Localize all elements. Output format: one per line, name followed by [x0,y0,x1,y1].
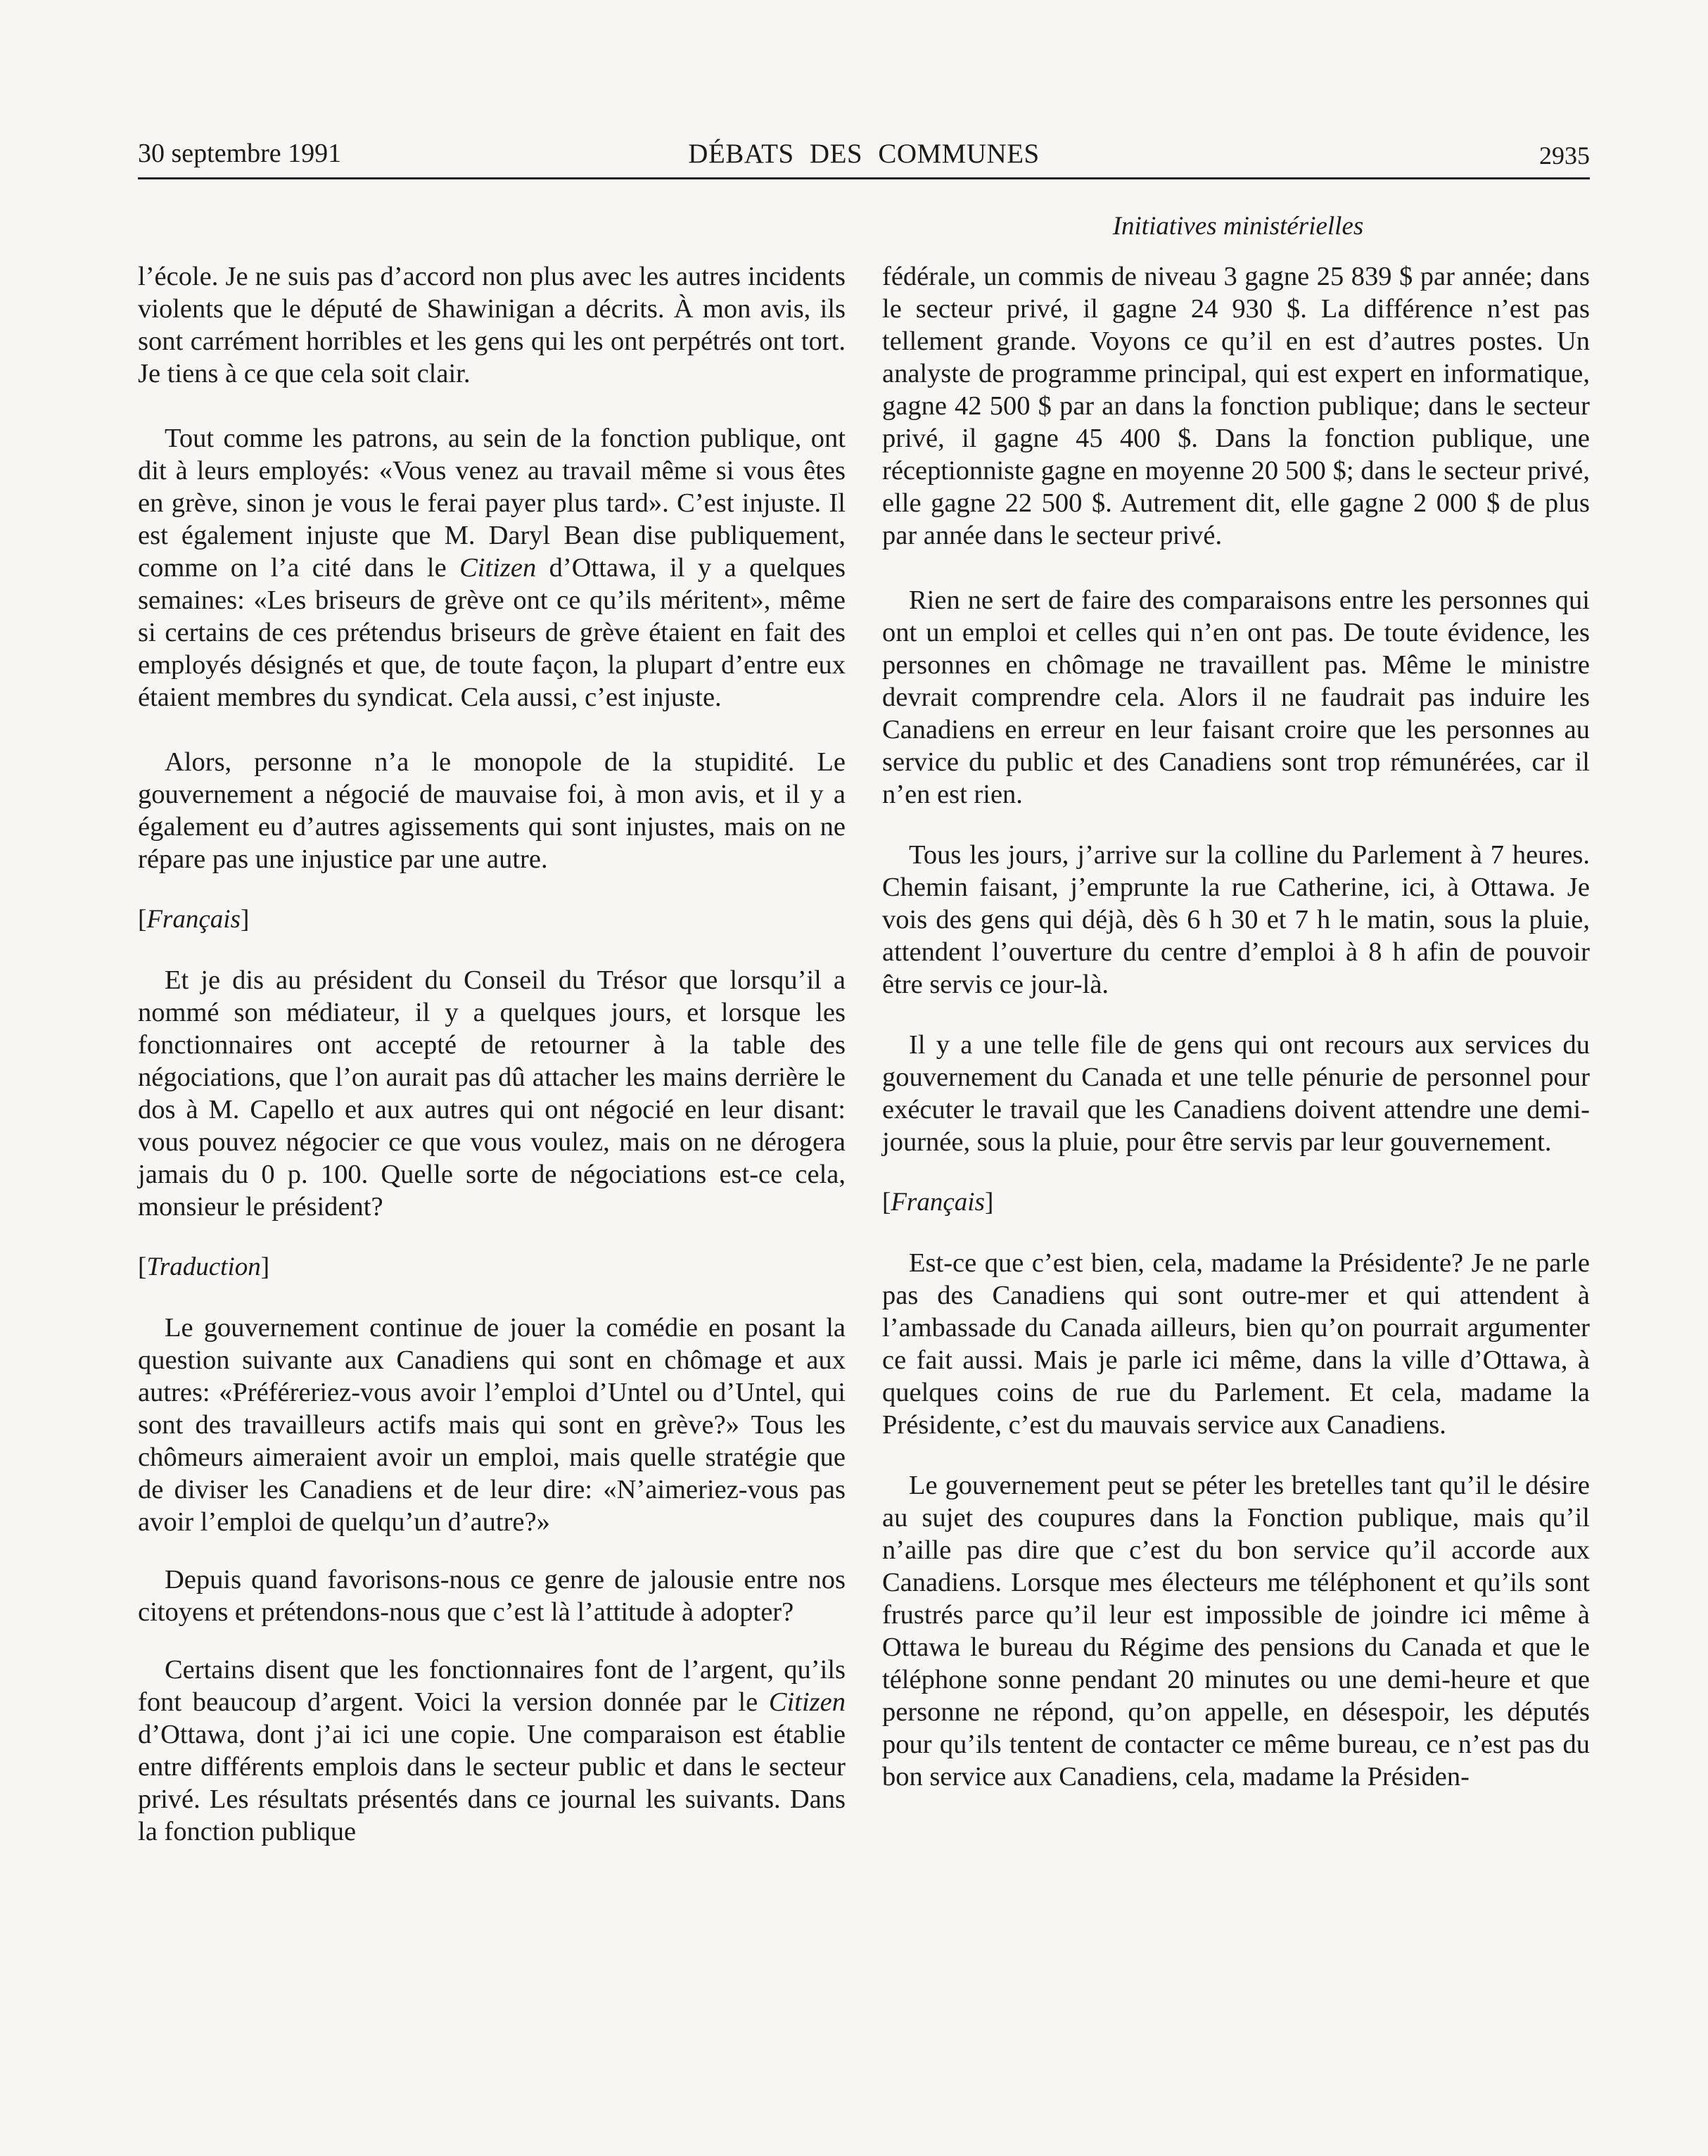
section-title: Initiatives ministérielles [1112,212,1364,241]
page-header [138,138,1590,177]
right-paragraph-6: Le gouvernement peut se péter les bretelles tant qu’il le désire au sujet des coupures dans la Fonction publique, mais qu’il n’aille pas dire que c’est du bon service qu’il accorde aux Canadiens. Lorsque mes électeurs me téléphonent et qu’ils sont frustrés parce qu’il leur est impossible de joindre ici même à Ottawa le bureau du Régime des pensions du Canada et que le téléphone sonne pendant 20 minutes ou une demi-heure et que personne ne répond, qu’on appelle, en désespoir, les députés pour qu’ils tentent de contacter ce même bureau, ce n’est pas du bon service aux Canadiens, cela, madame la Présiden- [882,1471,1590,1792]
right-paragraph-5: Est-ce que c’est bien, cela, madame la Présidente? Je ne parle pas des Canadiens qui sont outre-mer et qui attendent à l’ambassade du Canada ailleurs, bien qu’on pourrait argumenter ce fait aussi. Mais je parle ici même, dans la ville d’Ottawa, à quelques coins de rue du Parlement. Et cela, madame la Présidente, c’est du mauvais service aux Canadiens. [882,1248,1590,1440]
right-paragraph-2: Rien ne sert de faire des comparaisons entre les personnes qui ont un emploi et celles qui n’en ont pas. De toute évidence, les personnes en chômage ne travaillent pas. Même le ministre devrait comprendre cela. Alors il ne faudrait pas induire les Canadiens en erreur en leur faisant croire que les personnes au service du public et des Canadiens sont trop rémunérées, car il n’en est rien. [882,585,1590,809]
left-paragraph-7: Certains disent que les fonctionnaires font de l’argent, qu’ils font beaucoup d’argent. Voici la version donnée par le Citizen d’Ottawa, dont j’ai ici une copie. Une comparaison est établie entre différents emplois dans le secteur public et dans le secteur privé. Les résultats présentés dans ce journal les suivants. Dans la fonction publique [138,1655,846,1846]
language-label-francais: [Français] [882,1188,994,1217]
language-label-traduction: [Traduction] [138,1253,270,1281]
left-paragraph-4: Et je dis au président du Conseil du Trésor que lorsqu’il a nommé son médiateur, il y a quelques jours, et lorsque les fonctionnaires ont accepté de retourner à la table des négociations, que l’on aurait pas dû attacher les mains derrière le dos à M. Capello et aux autres qui ont négocié en leur disant: vous pouvez négocier ce que vous voulez, mais on ne dérogera jamais du 0 p. 100. Quelle sorte de négociations est-ce cela, monsieur le président? [138,965,846,1222]
citizen-italic: Citizen [459,553,537,583]
left-paragraph-3: Alors, personne n’a le monopole de la stupidité. Le gouvernement a négocié de mauvaise foi, à mon avis, et il y a également eu d’autres agissements qui sont injustes, mais on ne répare pas une injustice par une autre. [138,747,846,874]
header-date: 30 septembre 1991 [138,139,342,168]
left-paragraph-1: l’école. Je ne suis pas d’accord non plus avec les autres incidents violents que le député de Shawinigan a décrits. À mon avis, ils sont carrément horribles et les gens qui les ont perpétrés ont tort. Je tiens à ce que cela soit clair. [138,262,846,388]
left-paragraph-2: Tout comme les patrons, au sein de la fonction publique, ont dit à leurs employés: «Vous venez au travail même si vous êtes en grève, sinon je vous le ferai payer plus tard». C’est injuste. Il est également injuste que M. Daryl Bean dise publiquement, comme on l’a cité dans le Citizen d’Ottawa, il y a quelques semaines: «Les briseurs de grève ont ce qu’ils méritent», même si certains de ces prétendus briseurs de grève étaient en fait des employés désignés et que, de toute façon, la plupart d’entre eux étaient membres du syndicat. Cela aussi, c’est injuste. [138,424,846,712]
header-title: DÉBATS DES COMMUNES [688,139,1040,169]
page-number: 2935 [1539,141,1590,170]
right-paragraph-3: Tous les jours, j’arrive sur la colline du Parlement à 7 heures. Chemin faisant, j’emprunte la rue Catherine, ici, à Ottawa. Je vois des gens qui déjà, dès 6 h 30 et 7 h le matin, sous la pluie, attendent l’ouverture du centre d’emploi à 8 h afin de pouvoir être servis ce jour-là. [882,840,1590,999]
header-rule [138,177,1590,179]
left-column [138,260,846,1848]
left-paragraph-5: Le gouvernement continue de jouer la comédie en posant la question suivante aux Canadiens qui sont en chômage et aux autres: «Préféreriez-vous avoir l’emploi d’Untel ou d’Untel, qui sont des travailleurs actifs mais qui sont en grève?» Tous les chômeurs aimeraient avoir un emploi, mais quelle stratégie que de diviser les Canadiens et de leur dire: «N’aimeriez-vous pas avoir l’emploi de quelqu’un d’autre?» [138,1313,846,1537]
right-paragraph-4: Il y a une telle file de gens qui ont recours aux services du gouvernement du Canada et une telle pénurie de personnel pour exécuter le travail que les Canadiens doivent attendre une demi-journée, sous la pluie, pour être servis par leur gouvernement. [882,1030,1590,1157]
left-paragraph-6: Depuis quand favorisons-nous ce genre de jalousie entre nos citoyens et prétendons-nous que c’est là l’attitude à adopter? [138,1565,846,1627]
right-column [882,260,1590,1793]
right-paragraph-1: fédérale, un commis de niveau 3 gagne 25 839 $ par année; dans le secteur privé, il gagne 24 930 $. La différence n’est pas tellement grande. Voyons ce qu’il en est d’autres postes. Un analyste de programme principal, qui est expert en informatique, gagne 42 500 $ par an dans la fonction publique; dans le secteur privé, il gagne 45 400 $. Dans la fonction publique, une réceptionniste gagne en moyenne 20 500 $; dans le secteur privé, elle gagne 22 500 $. Autrement dit, elle gagne 2 000 $ de plus par année dans le secteur privé. [882,262,1590,550]
citizen-italic: Citizen [768,1687,846,1717]
language-label-francais: [Français] [138,905,250,934]
